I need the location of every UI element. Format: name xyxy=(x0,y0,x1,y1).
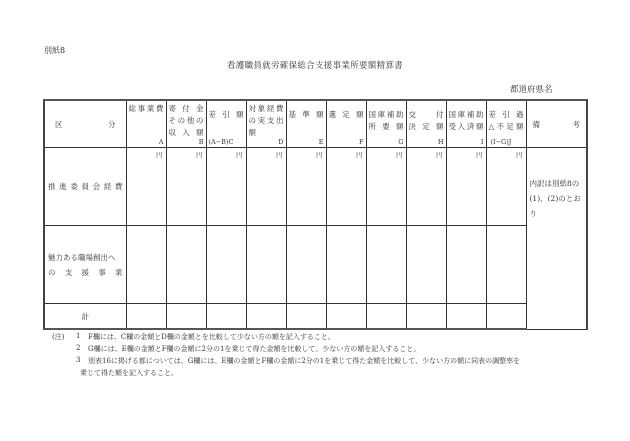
cell-B[interactable] xyxy=(166,304,206,330)
table-row-total xyxy=(44,304,587,330)
header-D: 対象経費 の実支出 額 D xyxy=(246,100,286,148)
header-E: 基 準 額 E xyxy=(286,100,326,148)
table-row-committee xyxy=(44,148,587,226)
settlement-table xyxy=(43,99,588,330)
cell-E[interactable]: 円 xyxy=(286,148,326,226)
header-G: 国庫補助 所 要 額 G xyxy=(366,100,406,148)
cell-C[interactable] xyxy=(206,304,246,330)
header-C: 差 引 額 (A−B)C xyxy=(206,100,246,148)
note-2: G欄には、E欄の金額とF欄の金額に2分の1を乗じて得た金額を比較して、少ない方の額を記入すること。 xyxy=(88,345,421,353)
cell-G[interactable] xyxy=(366,304,406,330)
cell-H[interactable] xyxy=(406,304,446,330)
form-id: 別紙8 xyxy=(44,46,66,55)
cell-F[interactable]: 円 xyxy=(326,148,366,226)
cell-B[interactable] xyxy=(166,226,206,304)
header-J: 差 引 過 △不足額 (I−G)J xyxy=(486,100,526,148)
cell-E[interactable] xyxy=(286,304,326,330)
note-3-continuation: 乗じて得た額を記入すること。 xyxy=(80,369,178,377)
cell-A[interactable] xyxy=(126,226,166,304)
notes-prefix: (注) xyxy=(52,333,65,341)
header-remarks: 備 考 xyxy=(526,100,587,148)
header-row xyxy=(44,100,587,148)
cell-J[interactable] xyxy=(486,226,526,304)
cell-A[interactable] xyxy=(126,304,166,330)
cell-I[interactable] xyxy=(446,226,486,304)
cell-J[interactable]: 円 xyxy=(486,148,526,226)
header-B: 寄 付 金 その他の 収 入 額 B xyxy=(166,100,206,148)
cell-H[interactable]: 円 xyxy=(406,148,446,226)
cell-C[interactable] xyxy=(206,226,246,304)
table-row-workplace xyxy=(44,226,587,304)
remarks-cell: 内訳は別紙8の (1)、(2)のとお り xyxy=(526,148,587,330)
cell-I[interactable] xyxy=(446,304,486,330)
cell-D[interactable] xyxy=(246,226,286,304)
header-category: 区 分 xyxy=(44,100,126,148)
cell-H[interactable] xyxy=(406,226,446,304)
cell-G[interactable]: 円 xyxy=(366,148,406,226)
cell-E[interactable] xyxy=(286,226,326,304)
header-F: 選 定 額 F xyxy=(326,100,366,148)
cell-B[interactable]: 円 xyxy=(166,148,206,226)
header-I: 国庫補助 受入済額 I xyxy=(446,100,486,148)
document-title: 看護職員就労確保総合支援事業所要額精算書 xyxy=(226,61,403,71)
prefecture-label: 都道府県名 xyxy=(510,85,553,95)
row-label: 計 xyxy=(44,304,126,330)
cell-D[interactable]: 円 xyxy=(246,148,286,226)
cell-G[interactable] xyxy=(366,226,406,304)
note-3: 別表16に掲げる都については、G欄には、E欄の金額とF欄の金額に2分の1を乗じて得た金額を比較して、少ない方の額に同表の調整率を xyxy=(88,357,521,365)
cell-A[interactable]: 円 xyxy=(126,148,166,226)
cell-J[interactable] xyxy=(486,304,526,330)
cell-I[interactable]: 円 xyxy=(446,148,486,226)
cell-F[interactable] xyxy=(326,226,366,304)
header-H: 交 付 決 定 額 H xyxy=(406,100,446,148)
row-label: 推進委員会経費 xyxy=(44,148,126,226)
note-1: F欄には、C欄の金額とD欄の金額とを比較して少ない方の額を記入すること。 xyxy=(88,333,335,341)
row-label: 魅力ある職場創出へ の 支 援 事 業 xyxy=(44,226,126,304)
cell-F[interactable] xyxy=(326,304,366,330)
cell-D[interactable] xyxy=(246,304,286,330)
cell-C[interactable]: 円 xyxy=(206,148,246,226)
header-A: 総事業費 A xyxy=(126,100,166,148)
